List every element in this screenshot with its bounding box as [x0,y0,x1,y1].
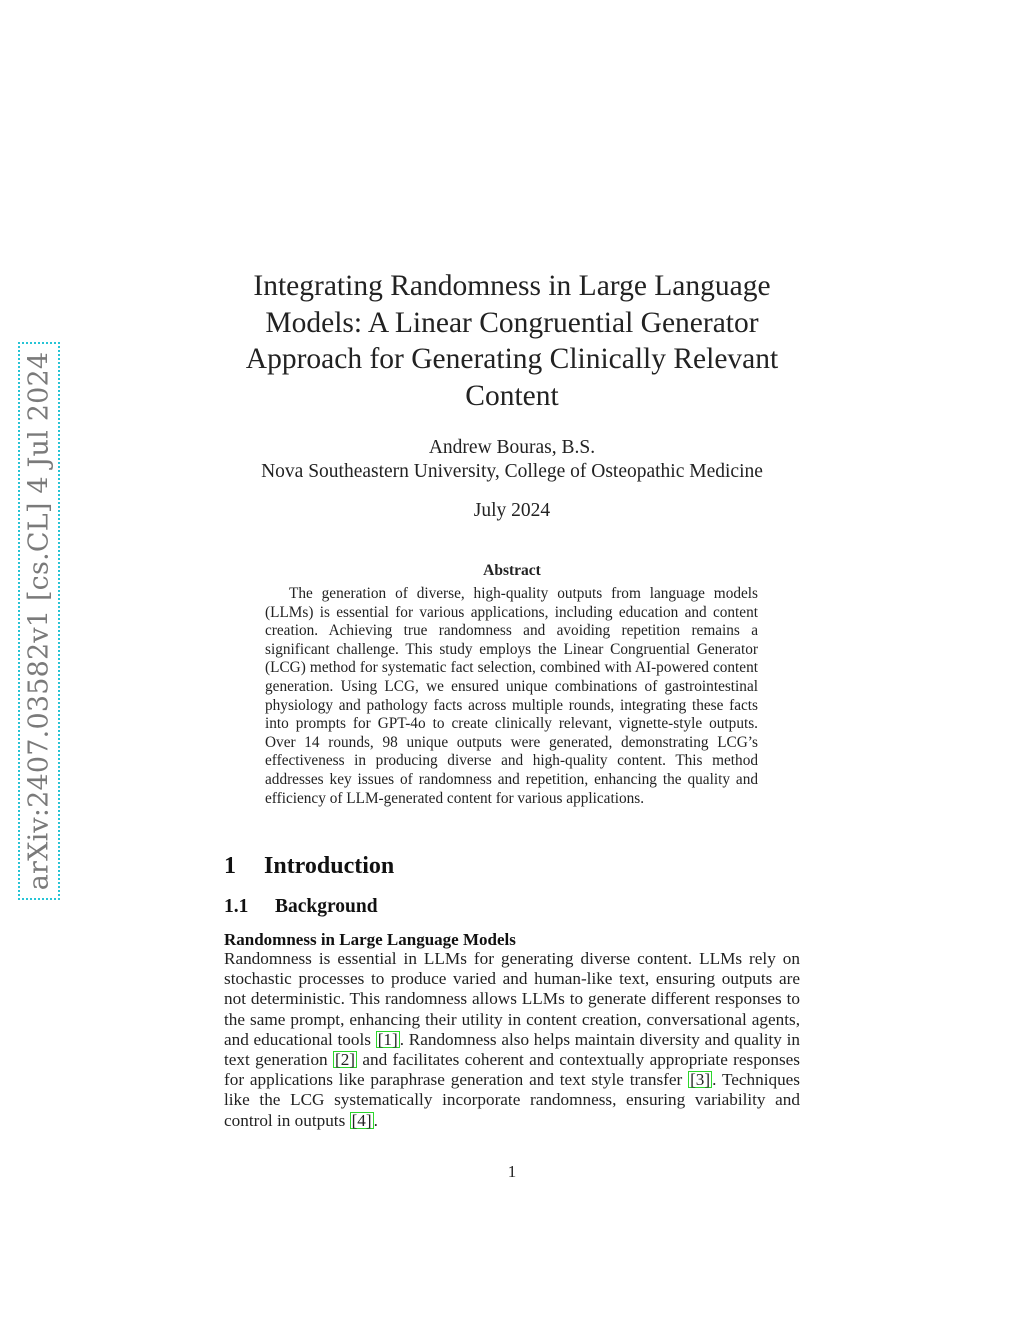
section-heading [224,851,394,881]
citation-link-3[interactable]: [3] [690,1070,711,1090]
body-text-segment: Randomness is essential in LLMs for generating diverse content. LLMs rely on stochastic processes to produce varied and human-like text, ensuring outputs are not deterministic. This randomness allows LLMs to generate different responses to the same prompt, enhancing their utility in content creation, conversational agents, and educational tools [224,949,800,1049]
citation-link-4[interactable]: [4] [351,1110,372,1130]
citation-link-1[interactable]: [1] [377,1029,398,1049]
author-affiliation: Nova Southeastern University, College of Osteopathic Medicine [261,461,763,482]
publication-date: July 2024 [473,500,551,521]
subsection-number: 1.1 [224,896,249,917]
page-number: 1 [507,1162,517,1181]
section-number: 1 [224,853,236,879]
paragraph-heading: Randomness in Large Language Models [224,930,516,949]
abstract-text: The generation of diverse, high-quality outputs from language models (LLMs) is essential for various applications, including education and content creation. Achieving true randomness and avoiding repetition remains a significant challenge. This study employs the Linear Congruential Generator (LCG) method for systematic fact selection, combined with AI-powered content generation. Using LCG, we ensured unique combinations of gastrointestinal physiology and pathology facts across multiple rounds, integrating these facts into prompts for GPT-4o to create clinically relevant, vignette-style outputs. Over 14 rounds, 98 unique outputs were generated, demonstrating LCG’s effectiveness in producing diverse and high-quality content. This method addresses key issues of randomness and repetition, enhancing the quality and efficiency of LLM-generated content for various applications. [265,585,758,807]
body-text-segment: . Randomness also helps maintain diversity and quality in text generation [224,1029,800,1070]
citation-link-2[interactable]: [2] [334,1050,356,1070]
body-text-segment: . Techniques like the LCG systematically incorporate randomness, ensuring variability and control in outputs [224,1070,800,1130]
body-text-segment: and facilitates coherent and contextually appropriate responses for applications like paraphrase generation and text style transfer [224,1050,800,1090]
abstract-heading: Abstract [483,562,541,579]
body-text-segment: . [373,1110,378,1130]
author-name: Andrew Bouras, B.S. [428,437,596,458]
arxiv-identifier: arXiv:2407.03582v1 [cs.CL] 4 Jul 2024 [23,351,55,891]
subsection-title: Background [275,896,378,917]
body-paragraph [224,949,800,1131]
paper-title: Integrating Randomness in Large Language Models: A Linear Congruential Generator Approach for Generating Clinically Relevant Content [245,270,779,412]
arxiv-stamp[interactable] [18,342,60,900]
section-title: Introduction [264,853,395,879]
subsection-heading [224,895,378,919]
